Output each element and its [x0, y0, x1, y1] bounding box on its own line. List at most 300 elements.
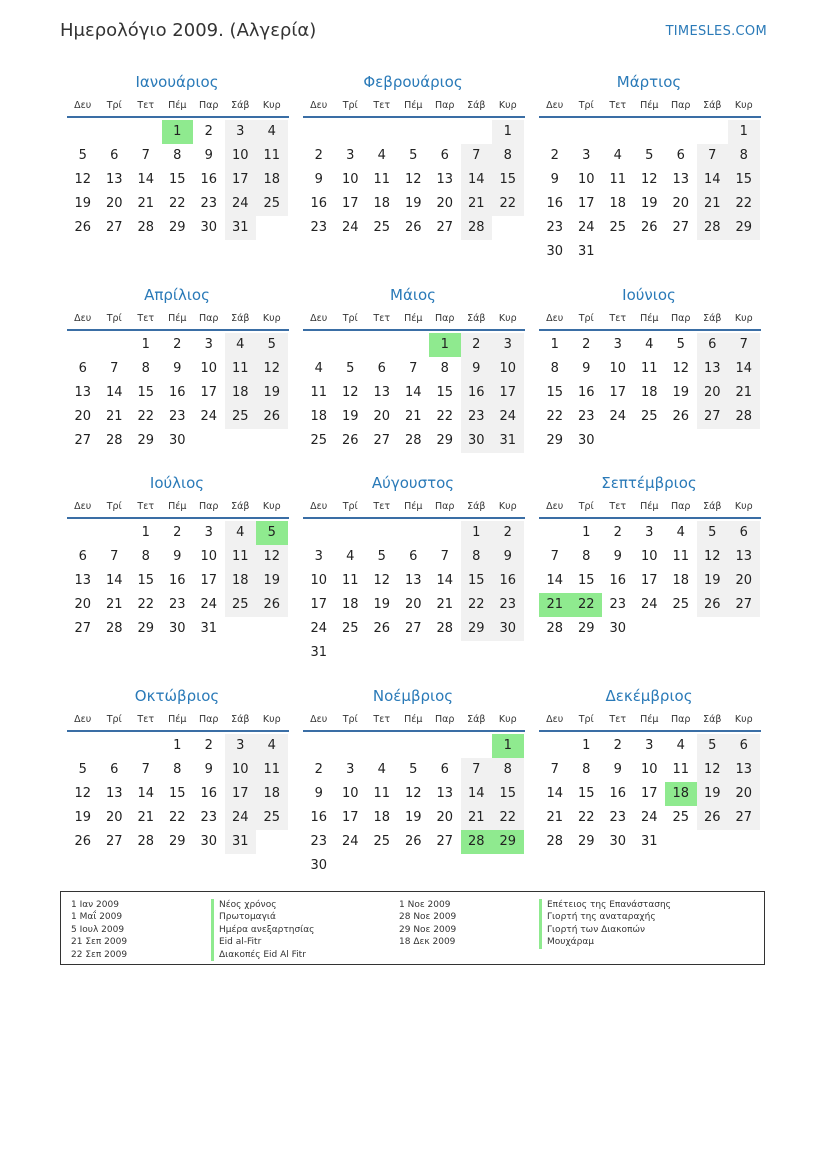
day-cell[interactable]: 5: [409, 148, 418, 163]
day-cell[interactable]: 11: [225, 545, 257, 569]
day-cell[interactable]: 6: [697, 333, 729, 357]
day-cell[interactable]: 9: [314, 172, 323, 187]
day-cell[interactable]: 12: [672, 361, 690, 376]
day-cell[interactable]: 14: [461, 168, 493, 192]
day-cell[interactable]: 10: [200, 549, 218, 564]
holiday-day-cell[interactable]: 28: [461, 830, 493, 854]
day-cell[interactable]: 15: [492, 168, 524, 192]
day-cell[interactable]: 10: [492, 357, 524, 381]
day-cell[interactable]: 16: [577, 385, 595, 400]
day-cell[interactable]: 23: [577, 409, 595, 424]
day-cell[interactable]: 24: [640, 597, 658, 612]
day-cell[interactable]: 8: [173, 762, 182, 777]
day-cell[interactable]: 17: [200, 573, 218, 588]
day-cell[interactable]: 30: [461, 429, 493, 453]
day-cell[interactable]: 25: [373, 220, 391, 235]
day-cell[interactable]: 29: [168, 834, 186, 849]
day-cell[interactable]: 30: [168, 621, 186, 636]
day-cell[interactable]: 5: [78, 762, 87, 777]
day-cell[interactable]: 13: [728, 545, 760, 569]
day-cell[interactable]: 27: [672, 220, 690, 235]
day-cell[interactable]: 17: [341, 196, 359, 211]
day-cell[interactable]: 6: [440, 148, 449, 163]
day-cell[interactable]: 23: [310, 220, 328, 235]
day-cell[interactable]: 3: [582, 148, 591, 163]
day-cell[interactable]: 6: [728, 521, 760, 545]
day-cell[interactable]: 3: [225, 734, 257, 758]
day-cell[interactable]: 27: [404, 621, 422, 636]
day-cell[interactable]: 17: [609, 385, 627, 400]
day-cell[interactable]: 16: [168, 573, 186, 588]
day-cell[interactable]: 10: [609, 361, 627, 376]
day-cell[interactable]: 27: [697, 405, 729, 429]
day-cell[interactable]: 16: [310, 196, 328, 211]
day-cell[interactable]: 28: [137, 834, 155, 849]
day-cell[interactable]: 29: [546, 433, 564, 448]
day-cell[interactable]: 28: [137, 220, 155, 235]
day-cell[interactable]: 15: [168, 172, 186, 187]
day-cell[interactable]: 27: [74, 621, 92, 636]
holiday-day-cell[interactable]: 1: [162, 120, 194, 144]
day-cell[interactable]: 24: [310, 621, 328, 636]
day-cell[interactable]: 26: [341, 433, 359, 448]
day-cell[interactable]: 4: [314, 361, 323, 376]
day-cell[interactable]: 27: [728, 593, 760, 617]
day-cell[interactable]: 23: [168, 409, 186, 424]
day-cell[interactable]: 10: [310, 573, 328, 588]
day-cell[interactable]: 13: [105, 786, 123, 801]
day-cell[interactable]: 30: [200, 834, 218, 849]
day-cell[interactable]: 14: [546, 573, 564, 588]
holiday-day-cell[interactable]: 18: [665, 782, 697, 806]
day-cell[interactable]: 1: [582, 525, 591, 540]
day-cell[interactable]: 7: [461, 758, 493, 782]
day-cell[interactable]: 25: [225, 405, 257, 429]
day-cell[interactable]: 10: [341, 172, 359, 187]
day-cell[interactable]: 14: [697, 168, 729, 192]
day-cell[interactable]: 13: [105, 172, 123, 187]
day-cell[interactable]: 4: [645, 337, 654, 352]
day-cell[interactable]: 13: [404, 573, 422, 588]
day-cell[interactable]: 4: [613, 148, 622, 163]
day-cell[interactable]: 12: [373, 573, 391, 588]
day-cell[interactable]: 25: [640, 409, 658, 424]
day-cell[interactable]: 12: [697, 545, 729, 569]
day-cell[interactable]: 21: [105, 597, 123, 612]
day-cell[interactable]: 2: [173, 337, 182, 352]
day-cell[interactable]: 8: [550, 361, 559, 376]
day-cell[interactable]: 30: [200, 220, 218, 235]
day-cell[interactable]: 3: [492, 333, 524, 357]
day-cell[interactable]: 23: [461, 405, 493, 429]
day-cell[interactable]: 18: [609, 196, 627, 211]
day-cell[interactable]: 10: [577, 172, 595, 187]
day-cell[interactable]: 22: [168, 810, 186, 825]
day-cell[interactable]: 26: [74, 220, 92, 235]
day-cell[interactable]: 3: [645, 525, 654, 540]
day-cell[interactable]: 10: [341, 786, 359, 801]
day-cell[interactable]: 10: [225, 144, 257, 168]
day-cell[interactable]: 4: [377, 148, 386, 163]
day-cell[interactable]: 25: [225, 593, 257, 617]
day-cell[interactable]: 7: [409, 361, 418, 376]
day-cell[interactable]: 19: [404, 810, 422, 825]
day-cell[interactable]: 21: [137, 196, 155, 211]
day-cell[interactable]: 24: [225, 806, 257, 830]
day-cell[interactable]: 5: [697, 734, 729, 758]
day-cell[interactable]: 23: [546, 220, 564, 235]
day-cell[interactable]: 26: [640, 220, 658, 235]
day-cell[interactable]: 4: [256, 734, 288, 758]
day-cell[interactable]: 5: [697, 521, 729, 545]
day-cell[interactable]: 26: [256, 405, 288, 429]
day-cell[interactable]: 7: [110, 549, 119, 564]
day-cell[interactable]: 18: [341, 597, 359, 612]
day-cell[interactable]: 19: [697, 782, 729, 806]
day-cell[interactable]: 27: [436, 220, 454, 235]
day-cell[interactable]: 31: [577, 244, 595, 259]
day-cell[interactable]: 19: [404, 196, 422, 211]
day-cell[interactable]: 12: [256, 357, 288, 381]
day-cell[interactable]: 3: [225, 120, 257, 144]
day-cell[interactable]: 13: [436, 786, 454, 801]
day-cell[interactable]: 19: [256, 381, 288, 405]
day-cell[interactable]: 6: [377, 361, 386, 376]
day-cell[interactable]: 21: [137, 810, 155, 825]
day-cell[interactable]: 14: [105, 385, 123, 400]
day-cell[interactable]: 4: [256, 120, 288, 144]
day-cell[interactable]: 1: [141, 525, 150, 540]
day-cell[interactable]: 20: [404, 597, 422, 612]
day-cell[interactable]: 6: [110, 762, 119, 777]
day-cell[interactable]: 31: [200, 621, 218, 636]
day-cell[interactable]: 3: [204, 337, 213, 352]
day-cell[interactable]: 29: [728, 216, 760, 240]
day-cell[interactable]: 26: [672, 409, 690, 424]
day-cell[interactable]: 17: [640, 786, 658, 801]
day-cell[interactable]: 20: [74, 409, 92, 424]
day-cell[interactable]: 22: [492, 806, 524, 830]
day-cell[interactable]: 31: [492, 429, 524, 453]
day-cell[interactable]: 3: [314, 549, 323, 564]
day-cell[interactable]: 6: [440, 762, 449, 777]
day-cell[interactable]: 17: [577, 196, 595, 211]
day-cell[interactable]: 14: [461, 782, 493, 806]
day-cell[interactable]: 26: [373, 621, 391, 636]
day-cell[interactable]: 15: [137, 573, 155, 588]
day-cell[interactable]: 22: [137, 597, 155, 612]
day-cell[interactable]: 27: [105, 220, 123, 235]
day-cell[interactable]: 22: [137, 409, 155, 424]
day-cell[interactable]: 19: [74, 810, 92, 825]
day-cell[interactable]: 6: [728, 734, 760, 758]
day-cell[interactable]: 20: [436, 810, 454, 825]
day-cell[interactable]: 15: [137, 385, 155, 400]
day-cell[interactable]: 11: [225, 357, 257, 381]
day-cell[interactable]: 11: [672, 762, 690, 777]
day-cell[interactable]: 23: [168, 597, 186, 612]
day-cell[interactable]: 9: [550, 172, 559, 187]
day-cell[interactable]: 11: [341, 573, 359, 588]
day-cell[interactable]: 18: [256, 168, 288, 192]
day-cell[interactable]: 24: [225, 192, 257, 216]
day-cell[interactable]: 16: [546, 196, 564, 211]
day-cell[interactable]: 14: [404, 385, 422, 400]
day-cell[interactable]: 28: [461, 216, 493, 240]
day-cell[interactable]: 11: [310, 385, 328, 400]
day-cell[interactable]: 5: [676, 337, 685, 352]
day-cell[interactable]: 15: [436, 385, 454, 400]
day-cell[interactable]: 20: [728, 569, 760, 593]
day-cell[interactable]: 11: [256, 758, 288, 782]
day-cell[interactable]: 14: [105, 573, 123, 588]
day-cell[interactable]: 25: [310, 433, 328, 448]
day-cell[interactable]: 19: [256, 569, 288, 593]
day-cell[interactable]: 4: [377, 762, 386, 777]
day-cell[interactable]: 25: [341, 621, 359, 636]
day-cell[interactable]: 24: [341, 834, 359, 849]
day-cell[interactable]: 13: [436, 172, 454, 187]
day-cell[interactable]: 19: [672, 385, 690, 400]
day-cell[interactable]: 18: [225, 381, 257, 405]
day-cell[interactable]: 1: [173, 738, 182, 753]
day-cell[interactable]: 29: [137, 433, 155, 448]
day-cell[interactable]: 29: [577, 621, 595, 636]
day-cell[interactable]: 23: [310, 834, 328, 849]
day-cell[interactable]: 31: [310, 645, 328, 660]
day-cell[interactable]: 16: [200, 786, 218, 801]
day-cell[interactable]: 2: [582, 337, 591, 352]
day-cell[interactable]: 26: [404, 834, 422, 849]
day-cell[interactable]: 21: [697, 192, 729, 216]
day-cell[interactable]: 5: [346, 361, 355, 376]
day-cell[interactable]: 30: [546, 244, 564, 259]
day-cell[interactable]: 2: [461, 333, 493, 357]
day-cell[interactable]: 13: [672, 172, 690, 187]
day-cell[interactable]: 29: [436, 433, 454, 448]
day-cell[interactable]: 20: [373, 409, 391, 424]
day-cell[interactable]: 23: [609, 597, 627, 612]
day-cell[interactable]: 15: [492, 782, 524, 806]
day-cell[interactable]: 4: [225, 333, 257, 357]
day-cell[interactable]: 25: [609, 220, 627, 235]
day-cell[interactable]: 13: [373, 385, 391, 400]
day-cell[interactable]: 26: [697, 806, 729, 830]
day-cell[interactable]: 5: [377, 549, 386, 564]
day-cell[interactable]: 23: [492, 593, 524, 617]
day-cell[interactable]: 18: [373, 810, 391, 825]
day-cell[interactable]: 21: [404, 409, 422, 424]
holiday-day-cell[interactable]: 21: [539, 593, 571, 617]
day-cell[interactable]: 2: [492, 521, 524, 545]
day-cell[interactable]: 20: [728, 782, 760, 806]
day-cell[interactable]: 13: [74, 573, 92, 588]
day-cell[interactable]: 27: [373, 433, 391, 448]
day-cell[interactable]: 4: [676, 525, 685, 540]
day-cell[interactable]: 22: [436, 409, 454, 424]
day-cell[interactable]: 11: [256, 144, 288, 168]
day-cell[interactable]: 22: [492, 192, 524, 216]
day-cell[interactable]: 20: [74, 597, 92, 612]
day-cell[interactable]: 15: [577, 786, 595, 801]
day-cell[interactable]: 13: [728, 758, 760, 782]
day-cell[interactable]: 28: [697, 216, 729, 240]
day-cell[interactable]: 6: [78, 361, 87, 376]
day-cell[interactable]: 30: [577, 433, 595, 448]
day-cell[interactable]: 30: [168, 433, 186, 448]
day-cell[interactable]: 13: [74, 385, 92, 400]
day-cell[interactable]: 17: [640, 573, 658, 588]
day-cell[interactable]: 5: [78, 148, 87, 163]
day-cell[interactable]: 12: [697, 758, 729, 782]
day-cell[interactable]: 27: [105, 834, 123, 849]
day-cell[interactable]: 28: [546, 834, 564, 849]
holiday-day-cell[interactable]: 1: [492, 734, 524, 758]
day-cell[interactable]: 26: [256, 593, 288, 617]
day-cell[interactable]: 8: [728, 144, 760, 168]
day-cell[interactable]: 14: [436, 573, 454, 588]
day-cell[interactable]: 19: [697, 569, 729, 593]
day-cell[interactable]: 7: [141, 762, 150, 777]
day-cell[interactable]: 8: [492, 758, 524, 782]
day-cell[interactable]: 27: [74, 433, 92, 448]
day-cell[interactable]: 8: [440, 361, 449, 376]
day-cell[interactable]: 9: [582, 361, 591, 376]
day-cell[interactable]: 8: [141, 549, 150, 564]
day-cell[interactable]: 27: [436, 834, 454, 849]
day-cell[interactable]: 16: [609, 786, 627, 801]
day-cell[interactable]: 11: [672, 549, 690, 564]
day-cell[interactable]: 24: [200, 409, 218, 424]
day-cell[interactable]: 30: [492, 617, 524, 641]
day-cell[interactable]: 22: [728, 192, 760, 216]
day-cell[interactable]: 11: [373, 172, 391, 187]
day-cell[interactable]: 18: [672, 573, 690, 588]
day-cell[interactable]: 22: [461, 593, 493, 617]
day-cell[interactable]: 24: [200, 597, 218, 612]
day-cell[interactable]: 26: [404, 220, 422, 235]
day-cell[interactable]: 7: [550, 762, 559, 777]
day-cell[interactable]: 17: [225, 782, 257, 806]
day-cell[interactable]: 31: [225, 216, 257, 240]
day-cell[interactable]: 12: [404, 172, 422, 187]
day-cell[interactable]: 6: [78, 549, 87, 564]
day-cell[interactable]: 14: [137, 786, 155, 801]
day-cell[interactable]: 20: [672, 196, 690, 211]
day-cell[interactable]: 24: [492, 405, 524, 429]
day-cell[interactable]: 10: [640, 762, 658, 777]
day-cell[interactable]: 23: [200, 196, 218, 211]
day-cell[interactable]: 2: [613, 738, 622, 753]
day-cell[interactable]: 16: [492, 569, 524, 593]
day-cell[interactable]: 18: [373, 196, 391, 211]
day-cell[interactable]: 20: [105, 810, 123, 825]
day-cell[interactable]: 10: [225, 758, 257, 782]
day-cell[interactable]: 24: [577, 220, 595, 235]
day-cell[interactable]: 15: [728, 168, 760, 192]
day-cell[interactable]: 23: [609, 810, 627, 825]
day-cell[interactable]: 16: [168, 385, 186, 400]
day-cell[interactable]: 19: [373, 597, 391, 612]
day-cell[interactable]: 6: [409, 549, 418, 564]
day-cell[interactable]: 4: [676, 738, 685, 753]
day-cell[interactable]: 28: [728, 405, 760, 429]
day-cell[interactable]: 7: [728, 333, 760, 357]
day-cell[interactable]: 2: [550, 148, 559, 163]
day-cell[interactable]: 14: [137, 172, 155, 187]
day-cell[interactable]: 28: [546, 621, 564, 636]
day-cell[interactable]: 25: [256, 192, 288, 216]
day-cell[interactable]: 12: [74, 786, 92, 801]
day-cell[interactable]: 24: [640, 810, 658, 825]
day-cell[interactable]: 2: [314, 762, 323, 777]
day-cell[interactable]: 13: [697, 357, 729, 381]
day-cell[interactable]: 12: [404, 786, 422, 801]
day-cell[interactable]: 18: [310, 409, 328, 424]
day-cell[interactable]: 20: [436, 196, 454, 211]
brand-link[interactable]: TIMESLES.COM: [665, 24, 767, 39]
day-cell[interactable]: 3: [346, 762, 355, 777]
day-cell[interactable]: 7: [440, 549, 449, 564]
day-cell[interactable]: 21: [436, 597, 454, 612]
day-cell[interactable]: 16: [609, 573, 627, 588]
day-cell[interactable]: 17: [492, 381, 524, 405]
day-cell[interactable]: 25: [256, 806, 288, 830]
day-cell[interactable]: 9: [613, 549, 622, 564]
day-cell[interactable]: 17: [200, 385, 218, 400]
day-cell[interactable]: 18: [225, 569, 257, 593]
day-cell[interactable]: 7: [697, 144, 729, 168]
day-cell[interactable]: 22: [168, 196, 186, 211]
day-cell[interactable]: 4: [225, 521, 257, 545]
day-cell[interactable]: 7: [110, 361, 119, 376]
day-cell[interactable]: 15: [577, 573, 595, 588]
day-cell[interactable]: 24: [341, 220, 359, 235]
day-cell[interactable]: 20: [105, 196, 123, 211]
day-cell[interactable]: 3: [645, 738, 654, 753]
day-cell[interactable]: 2: [173, 525, 182, 540]
day-cell[interactable]: 15: [461, 569, 493, 593]
day-cell[interactable]: 7: [461, 144, 493, 168]
day-cell[interactable]: 6: [676, 148, 685, 163]
day-cell[interactable]: 26: [74, 834, 92, 849]
day-cell[interactable]: 16: [310, 810, 328, 825]
day-cell[interactable]: 5: [409, 762, 418, 777]
day-cell[interactable]: 7: [550, 549, 559, 564]
day-cell[interactable]: 7: [141, 148, 150, 163]
day-cell[interactable]: 28: [404, 433, 422, 448]
day-cell[interactable]: 29: [461, 617, 493, 641]
day-cell[interactable]: 31: [640, 834, 658, 849]
day-cell[interactable]: 11: [373, 786, 391, 801]
day-cell[interactable]: 28: [436, 621, 454, 636]
day-cell[interactable]: 9: [492, 545, 524, 569]
day-cell[interactable]: 19: [74, 196, 92, 211]
day-cell[interactable]: 9: [204, 762, 213, 777]
day-cell[interactable]: 14: [546, 786, 564, 801]
day-cell[interactable]: 12: [74, 172, 92, 187]
day-cell[interactable]: 25: [672, 810, 690, 825]
day-cell[interactable]: 21: [728, 381, 760, 405]
day-cell[interactable]: 5: [256, 333, 288, 357]
day-cell[interactable]: 21: [461, 192, 493, 216]
day-cell[interactable]: 11: [640, 361, 658, 376]
day-cell[interactable]: 19: [341, 409, 359, 424]
day-cell[interactable]: 10: [640, 549, 658, 564]
day-cell[interactable]: 9: [173, 549, 182, 564]
day-cell[interactable]: 21: [546, 810, 564, 825]
day-cell[interactable]: 18: [256, 782, 288, 806]
